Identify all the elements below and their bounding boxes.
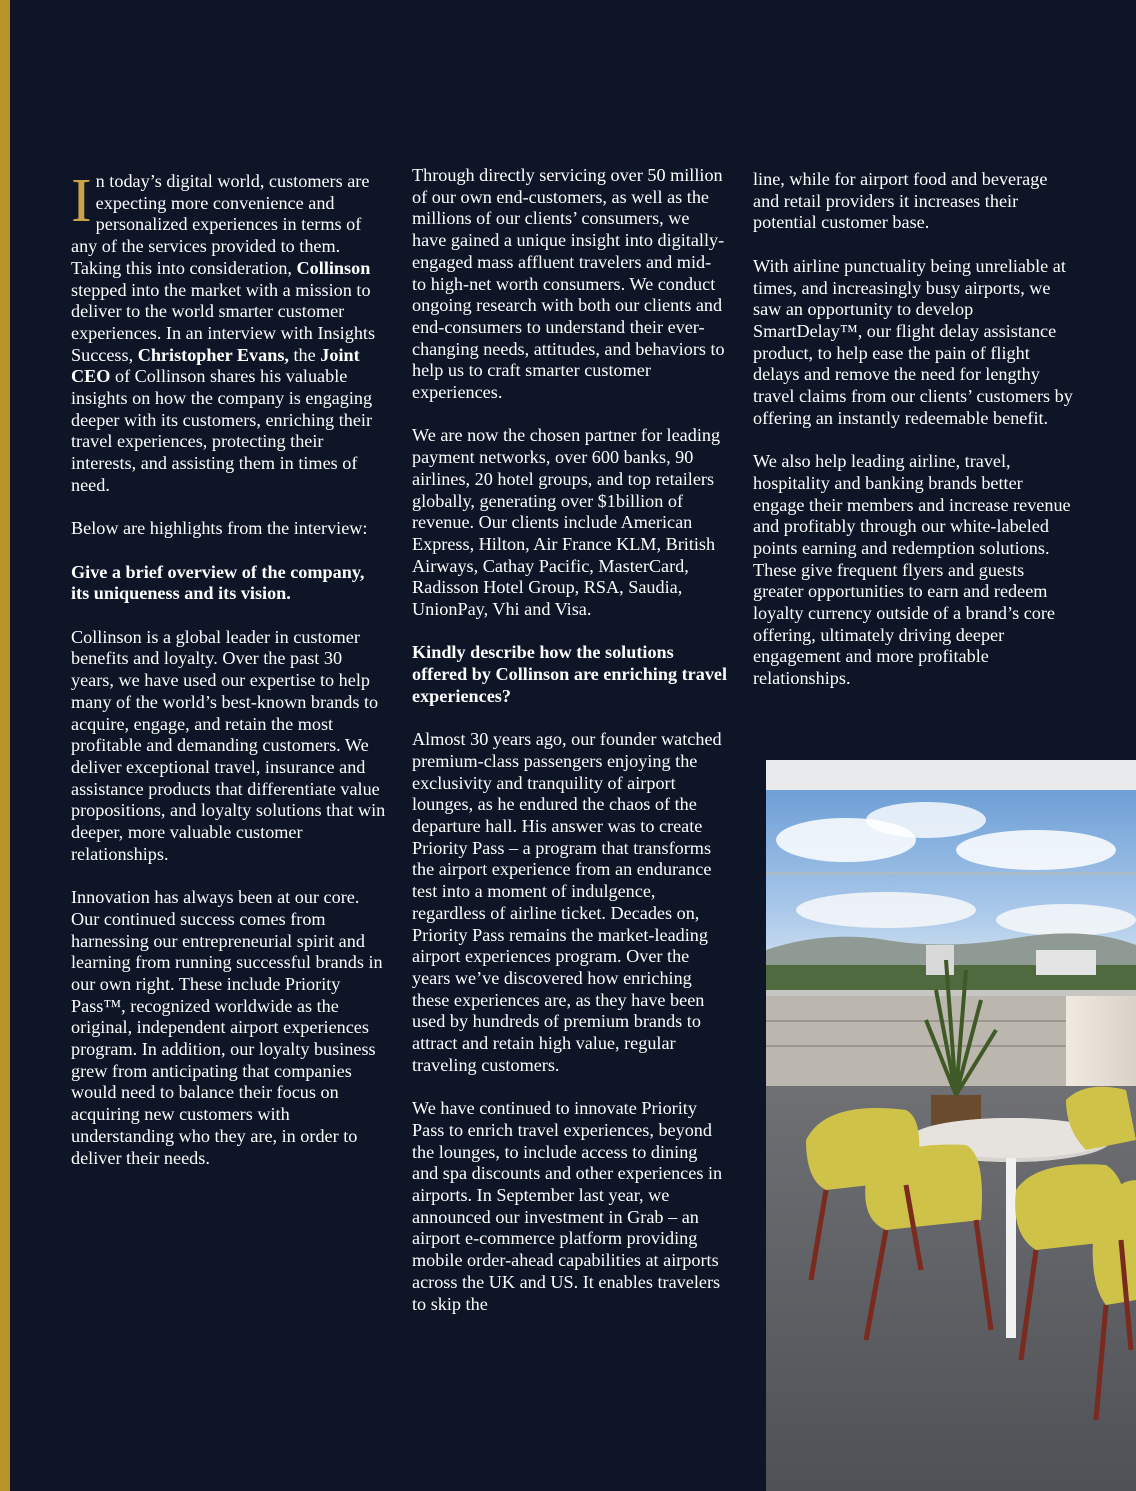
intro-text-the: the (288, 344, 321, 365)
answer-2-paragraph-2: We have continued to innovate Priority Pass to enrich travel experiences, beyond the lounges, to include access to dining and spa discounts and other experiences in airports. In September last year, we announced our investment in Grab – an airport e-commerce platform providing mobile order-ahead capabilities at airports across the UK and US. It enables travelers to skip the (412, 1098, 723, 1314)
answer-2-paragraph-3: With airline punctuality being unreliable at times, and increasingly busy airports, we saw an opportunity to develop SmartDelay™, our flight delay assistance product, to help ease the pain of flight delays and remove the need for lengthy travel claims from our clients’ customers by offering an instantly redeemable benefit. (753, 255, 1073, 428)
intro-text-end: of Collinson shares his valuable insights on how the company is engaging deeper with its customers, enriching their travel experiences, protecting their interests, and assisting them in times of need. (71, 366, 373, 495)
article-column-2 (412, 165, 728, 1337)
answer-2-paragraph-1: Almost 30 years ago, our founder watched premium-class passengers enjoying the exclusivity and tranquility of airport lounges, as he endured the chaos of the departure hall. His answer was to create Priority Pass – a program that transforms the airport experience from an endurance test into a moment of indulgence, regardless of airline ticket. Decades on, Priority Pass remains the market-leading airport experiences program. Over the years we’ve discovered how enriching these experiences are, as they have been used by hundreds of premium brands to attract and retain high value, regular traveling customers. (412, 729, 722, 1075)
answer-1-paragraph-4: We are now the chosen partner for leading payment networks, over 600 banks, 90 airlines, 20 hotel groups, and top retailers globally, generating over $1billion of revenue. Our clients include American Express, Hilton, Air France KLM, British Airways, Cathay Pacific, MasterCard, Radisson Hotel Group, RSA, Saudia, UnionPay, Vhi and Visa. (412, 425, 721, 620)
answer-1-paragraph-2: Innovation has always been at our core. Our continued success comes from harnessing our entrepreneurial spirit and learning from running successful brands in our own right. These include Priority Pass™, recognized worldwide as the original, independent airport experiences program. In addition, our loyalty business grew from anticipating that companies would need to balance their focus on acquiring new customers with understanding who they are, in order to deliver their needs. (71, 887, 383, 1168)
intro-text-mid: stepped into the market with a mission to deliver to the world smarter customer experiences. In an interview with Insights Success, (71, 279, 376, 365)
airport-lounge-photo (766, 760, 1136, 1491)
article-column-3 (753, 169, 1073, 712)
question-2: Kindly describe how the solutions offered by Collinson are enriching travel experiences? (412, 642, 728, 706)
intro-text-start: n today’s digital world, customers are expecting more convenience and personalized experiences in terms of any of the services provided to them. Taking this into consideration, (71, 171, 370, 278)
highlights-paragraph: Below are highlights from the interview: (71, 518, 368, 539)
drop-cap: I (71, 167, 92, 235)
article-column-1 (71, 167, 387, 1191)
question-1: Give a brief overview of the company, its uniqueness and its vision. (71, 561, 365, 604)
answer-1-paragraph-1: Collinson is a global leader in customer benefits and loyalty. Over the past 30 years, we have used our expertise to help many of the world’s best-known brands to acquire, engage, and retain the most profitable and demanding customers. We deliver exceptional travel, insurance and assistance products that differentiate value propositions, and loyalty solutions that win deeper, more valuable customer relationships. (71, 626, 386, 864)
company-name: Collinson (296, 257, 371, 278)
intro-paragraph (71, 167, 387, 497)
answer-2-paragraph-2-continued: line, while for airport food and beverage and retail providers it increases their potential customer base. (753, 169, 1048, 233)
interviewee-title: Joint CEO (71, 344, 360, 387)
answer-2-paragraph-4: We also help leading airline, travel, hospitality and banking brands better engage their members and increase revenue and profitably through our white-labeled points earning and redemption solutions. These give frequent flyers and guests greater opportunities to earn and redeem loyalty currency outside of a brand’s core offering, ultimately driving deeper engagement and more profitable relationships. (753, 451, 1071, 689)
interviewee-name: Christopher Evans, (137, 344, 289, 365)
accent-bar (0, 0, 10, 1491)
lounge-illustration (766, 760, 1136, 1491)
answer-1-paragraph-3: Through directly servicing over 50 million of our own end-customers, as well as the millions of our clients’ consumers, we have gained a unique insight into digitally-engaged mass affluent travelers and mid- to high-net worth consumers. We conduct ongoing research with both our clients and end-consumers to understand their ever-changing needs, attitudes, and behaviors to help us to craft smarter customer experiences. (412, 165, 725, 403)
